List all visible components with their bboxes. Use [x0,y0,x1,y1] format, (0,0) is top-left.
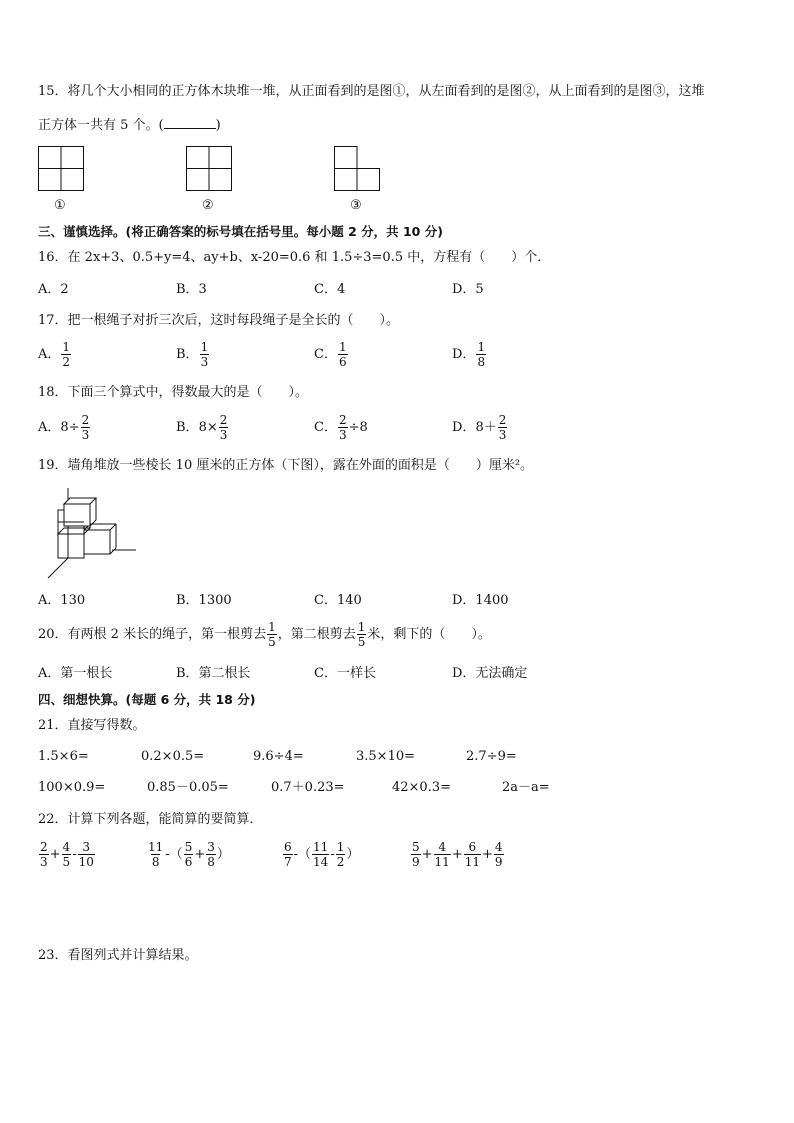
operator: + [451,847,463,862]
operator: + [421,847,433,862]
denominator: 3 [219,428,228,442]
q21-item: 0.2×0.5= [141,749,205,764]
denominator: 2 [62,355,71,369]
denominator: 2 [336,855,345,869]
expr-pre: 8× [198,420,218,435]
q22-expression-4 [410,840,505,869]
operator: ） [346,847,360,862]
q16-option-a[interactable]: A．2 [38,282,69,297]
numerator: 1 [338,340,347,354]
fraction [62,840,72,869]
numerator: 2 [498,413,507,427]
q21-item: 9.6÷4= [253,749,304,764]
q17-option-a[interactable] [38,340,72,369]
numerator: 1 [200,340,209,354]
denominator: 6 [338,355,347,369]
numerator: 2 [81,413,90,427]
numerator: 1 [477,340,486,354]
q15-close-paren: ) [215,118,221,133]
label-fig-1: ① [54,198,66,213]
fraction [219,413,229,442]
q21-item: 3.5×10= [356,749,416,764]
fraction [78,840,95,869]
view-top-figure [334,146,382,192]
q17-option-c[interactable] [314,340,349,369]
option-label: A． [38,420,61,435]
fraction [494,840,504,869]
option-label: C． [314,420,337,435]
q19-stem: 19．墙角堆放一些棱长 10 厘米的正方体（下图），露在外面的面积是（ ）厘米²。 [38,458,534,473]
q21-item: 2.7÷9= [466,749,517,764]
denominator: 10 [78,855,94,869]
q21-item: 2a－a= [502,780,550,795]
q18-stem: 18．下面三个算式中，得数最大的是（ ）。 [38,385,309,400]
numerator: 1 [357,620,366,634]
denominator: 3 [81,428,90,442]
q20-stem [38,620,491,649]
fraction [206,840,216,869]
denominator: 11 [464,855,481,869]
operator: + [194,847,206,862]
q17-option-b[interactable] [176,340,210,369]
q21-item: 100×0.9= [38,780,106,795]
q18-option-b[interactable] [176,413,229,442]
q18-option-d[interactable] [452,413,508,442]
fraction [283,840,293,869]
q17-stem: 17．把一根绳子对折三次后，这时每段绳子是全长的（ ）。 [38,313,400,328]
q19-option-b[interactable]: B．1300 [176,593,232,608]
fraction [39,840,49,869]
operator: + [49,847,61,862]
numerator: 3 [207,840,215,854]
option-label: D． [452,420,476,435]
numerator: 2 [338,413,347,427]
denominator: 7 [284,855,292,869]
q22-expression-1 [38,840,96,869]
q20-text-1: 20．有两根 2 米长的绳子，第一根剪去 [38,627,267,642]
numerator: 11 [313,840,329,854]
numerator: 3 [82,840,91,854]
q20-text-3: 米，剩下的（ ）。 [367,627,491,642]
denominator: 8 [477,355,486,369]
q22-expression-2 [146,840,230,869]
q19-option-c[interactable]: C．140 [314,593,362,608]
option-label: D． [452,347,476,362]
operator: -（ [165,847,183,862]
q20-option-c[interactable]: C．一样长 [314,666,376,681]
denominator: 9 [412,855,420,869]
denominator: 5 [357,635,366,649]
fraction [476,340,486,369]
q20-option-d[interactable]: D．无法确定 [452,666,528,681]
denominator: 3 [338,428,347,442]
q20-option-a[interactable]: A．第一根长 [38,666,113,681]
operator: ） [216,847,230,862]
expr-pre: 8÷ [60,420,80,435]
denominator: 6 [184,855,193,869]
operator: - [330,847,335,862]
numerator: 2 [40,840,48,854]
expr-pre: 8＋ [475,420,497,435]
q20-text-2: ，第二根剪去 [277,627,356,642]
q16-option-b[interactable]: B．3 [176,282,207,297]
denominator: 5 [62,855,71,869]
view-front-figure [38,146,84,192]
q23-stem: 23．看图列式并计算结果。 [38,948,198,963]
fraction [434,840,451,869]
denominator: 3 [498,428,507,442]
q18-option-a[interactable] [38,413,91,442]
q22-expression-3 [282,840,359,869]
q21-item: 0.85－0.05= [147,780,229,795]
q17-option-d[interactable] [452,340,487,369]
q18-option-c[interactable] [314,413,368,442]
denominator: 11 [434,855,450,869]
fraction [61,340,71,369]
operator: + [482,847,493,862]
denominator: 8 [207,855,215,869]
q20-option-b[interactable]: B．第二根长 [176,666,251,681]
denominator: 3 [200,355,209,369]
q16-option-c[interactable]: C．4 [314,282,346,297]
fraction [312,840,329,869]
option-label: B． [176,420,199,435]
operator: - [72,847,77,862]
q15-line2-text: 正方体一共有 5 个。( [38,118,164,133]
fraction [498,413,508,442]
corner-cube-stack-figure [44,486,144,582]
q21-item: 1.5×6= [38,749,89,764]
numerator: 5 [184,840,193,854]
numerator: 1 [336,840,345,854]
section-3-heading: 三、谨慎选择。(将正确答案的标号填在括号里。每小题 2 分，共 10 分) [38,224,443,239]
q22-stem: 22．计算下列各题，能简算的要简算． [38,812,263,827]
denominator: 9 [494,855,503,869]
fraction [200,340,210,369]
numerator: 6 [284,840,292,854]
denominator: 5 [268,635,276,649]
numerator: 1 [268,620,276,634]
q16-option-d[interactable]: D．5 [452,282,484,297]
option-label: A． [38,347,61,362]
fraction [147,840,164,869]
section-4-heading: 四、细想快算。(每题 6 分，共 18 分) [38,692,256,707]
denominator: 8 [151,855,160,869]
operator: -（ [293,847,312,862]
q19-option-a[interactable]: A．130 [38,593,86,608]
fraction [464,840,481,869]
q16-stem: 16．在 2x+3、0.5+y=4、ay+b、x-20=0.6 和 1.5÷3=0.5 中，方程有（ ）个． [38,250,551,265]
fraction [336,840,346,869]
numerator: 5 [412,840,420,854]
fraction [81,413,91,442]
q15-line1: 15．将几个大小相同的正方体木块堆一堆，从正面看到的是图①，从左面看到的是图②，从上面看到的是图③，这堆 [38,84,705,99]
label-fig-3: ③ [350,198,362,213]
fraction [338,413,348,442]
option-label: B． [176,347,199,362]
answer-blank[interactable] [164,116,216,129]
numerator: 4 [494,840,503,854]
fraction [357,620,367,649]
option-label: C． [314,347,337,362]
denominator: 3 [40,855,48,869]
fraction [267,620,277,649]
numerator: 4 [438,840,446,854]
fraction [184,840,194,869]
q21-item: 42×0.3= [392,780,452,795]
numerator: 1 [62,340,71,354]
numerator: 11 [148,840,164,854]
label-fig-2: ② [202,198,214,213]
q21-item: 0.7＋0.23= [271,780,345,795]
denominator: 14 [313,855,329,869]
fraction [338,340,348,369]
fraction [411,840,421,869]
numerator: 2 [219,413,228,427]
numerator: 6 [468,840,477,854]
numerator: 4 [62,840,71,854]
q15-line2 [38,116,221,134]
q19-option-d[interactable]: D．1400 [452,593,509,608]
view-left-figure [186,146,232,192]
expr-post: ÷8 [348,420,368,435]
q21-stem: 21．直接写得数。 [38,718,146,733]
